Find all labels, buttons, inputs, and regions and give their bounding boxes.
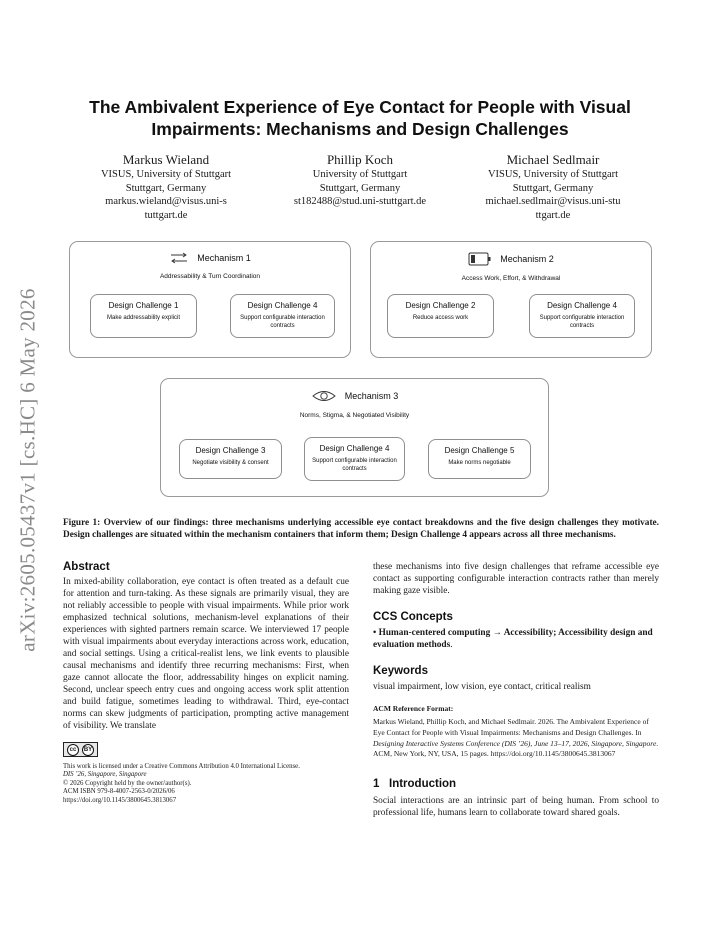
author-name: Markus Wieland [122, 152, 210, 167]
ccs-subconcepts: Accessibility; Accessibility design and evaluation methods [373, 628, 653, 650]
acm-ref-text [373, 717, 659, 760]
intro-title: Introduction [389, 778, 457, 791]
intro-heading [373, 778, 659, 790]
license-text: This work is licensed under a Creative Commons Attribution 4.0 International License. [63, 763, 300, 770]
design-challenge-2 [387, 294, 494, 338]
author-email[interactable]: michael.sedlmair@visus.uni-stuttgart.de [485, 196, 621, 221]
author-block-1 [66, 152, 266, 222]
author-affiliation: VISUS, University of Stuttgart [487, 169, 619, 180]
by-icon: BY [82, 744, 94, 756]
design-challenge-3 [179, 439, 282, 479]
design-challenge-1 [90, 294, 197, 338]
design-challenge-4 [230, 294, 335, 338]
challenge-description: Support configurable interaction contracts [539, 315, 625, 329]
author-location: Stuttgart, Germany [512, 182, 594, 194]
ccs-text [373, 627, 659, 651]
author-block-3 [453, 152, 653, 222]
doi-link[interactable]: https://doi.org/10.1145/3800645.3813067 [63, 796, 177, 804]
mechanism-header [371, 252, 651, 282]
challenge-description: Support configurable interaction contracts [240, 315, 325, 329]
ccs-period: . [450, 640, 453, 650]
paper-title: The Ambivalent Experience of Eye Contact for People with Visual Impairments: Mechanisms and Design Challenges [89, 97, 631, 139]
mechanism-1-box [69, 241, 351, 358]
author-block-2 [260, 152, 460, 209]
right-column [373, 561, 659, 819]
challenge-description: Make addressability explicit [106, 315, 181, 321]
design-challenge-4 [529, 294, 635, 338]
mechanism-header [70, 252, 350, 280]
design-challenge-5 [428, 439, 531, 479]
challenge-title: Design Challenge 2 [405, 301, 476, 310]
challenge-title: Design Challenge 4 [319, 444, 390, 453]
battery-icon [468, 252, 492, 266]
keywords-text: visual impairment, low vision, eye contact, critical realism [373, 682, 591, 692]
copyright-line: © 2026 Copyright held by the owner/author(s). [63, 779, 192, 787]
mechanism-header [161, 389, 548, 419]
author-name: Phillip Koch [326, 152, 394, 167]
author-email[interactable]: st182488@stud.uni-stuttgart.de [293, 196, 427, 207]
author-affiliation: VISUS, University of Stuttgart [100, 169, 232, 180]
acm-ref-venue: Designing Interactive Systems Conference (DIS ’26), June 13–17, 2026, Singapore, Singapore [373, 738, 657, 748]
mechanism-title: Mechanism 3 [344, 391, 399, 401]
challenge-description: Negotiate visibility & consent [192, 460, 269, 466]
author-location: Stuttgart, Germany [125, 182, 207, 194]
keywords-heading: Keywords [373, 665, 428, 677]
arxiv-watermark [8, 260, 48, 680]
intro-text: Social interactions are an intrinsic part of being human. From school to professional life, humans learn to collaborate toward shared goals. [373, 796, 659, 819]
acm-ref-heading: ACM Reference Format: [373, 704, 454, 713]
mechanism-title: Mechanism 1 [197, 253, 251, 263]
isbn-line: ACM ISBN 979-8-4007-2563-0/2026/06 [63, 788, 175, 796]
figure-1 [60, 235, 660, 510]
author-affiliation: University of Stuttgart [312, 169, 408, 180]
abstract-continued: these mechanisms into five design challenges that reframe accessible eye contact as supporting configurable interaction contracts rather than merely making gaze visible. [373, 562, 659, 596]
challenge-title: Design Challenge 5 [444, 446, 515, 455]
left-column [63, 561, 349, 805]
abstract-text: In mixed-ability collaboration, eye contact is often treated as a default cue for attention and turn-taking. As these signals are primarily visual, they are not reliably accessible to people with visual impairments. While prior work emphasized technical solutions, mechanism-level explanations of their experiences with sighted partners remain scarce. We interviewed 17 people with visual impairments about everyday interactions across work, education, and social settings. Using a critical-realist lens, we link events to plausible causal mechanisms and identify three recurring mechanisms: First, when gaze cannot allocate the floor, addressability hinges on explicit naming. Second, unclear speech entry cues and ongoing access work split attention and build fatigue, sometimes leading to withdrawal. Third, eye-contact norms can skew judgments of participation, prompting active management of visibility. We translate [63, 577, 349, 731]
figure-caption: Figure 1: Overview of our findings: three mechanisms underlying accessible eye contact breakdowns and the five design challenges they motivate. Design challenges are situated within the mechanism containers that inform them; Design Challenge 4 appears across all three mechanisms. [63, 518, 659, 540]
challenge-title: Design Challenge 4 [547, 301, 617, 310]
ccs-concept: Human-centered computing [378, 628, 491, 638]
mechanism-2-box [370, 241, 652, 358]
author-location: Stuttgart, Germany [319, 182, 401, 194]
cc-icon: cc [67, 744, 79, 756]
eye-icon [311, 389, 337, 403]
challenge-title: Design Challenge 4 [247, 301, 318, 310]
license-block [63, 763, 349, 805]
author-email[interactable]: markus.wieland@visus.uni-stuttgart.de [105, 196, 227, 221]
ccs-heading: CCS Concepts [373, 611, 453, 623]
swap-arrows-icon [169, 252, 189, 264]
ccs-bullet: • [373, 628, 377, 638]
intro-number: 1 [373, 778, 380, 791]
mechanism-subtitle: Addressability & Turn Coordination [159, 273, 261, 280]
challenge-description: Support configurable interaction contracts [312, 458, 397, 472]
author-name: Michael Sedlmair [506, 152, 600, 167]
arxiv-watermark-text: arXiv:2605.05437v1 [cs.HC] 6 May 2026 [15, 288, 40, 652]
mechanism-subtitle: Access Work, Effort, & Withdrawal [461, 275, 561, 282]
acm-ref-authors: Markus Wieland, Phillip Koch, and Michael Sedlmair. 2026. The Ambivalent Experience of Eye Contact for People with Visual Impairments: Mechanisms and Design Challenges. In [373, 717, 649, 737]
challenge-description: Reduce access work [412, 315, 469, 321]
design-challenge-4 [304, 437, 405, 481]
mechanism-subtitle: Norms, Stigma, & Negotiated Visibility [299, 412, 410, 419]
mechanism-title: Mechanism 2 [500, 254, 554, 264]
acm-ref-publisher: . ACM, New York, NY, USA, 15 pages. https://doi.org/10.1145/3800645.3813067 [373, 738, 659, 759]
abstract-heading: Abstract [63, 561, 110, 573]
arrow-icon: → [492, 628, 502, 638]
challenge-description: Make norms negotiable [448, 460, 511, 466]
mechanism-3-box [160, 378, 549, 497]
challenge-title: Design Challenge 3 [195, 446, 266, 455]
challenge-title: Design Challenge 1 [108, 301, 179, 310]
cc-license-badge[interactable] [63, 742, 349, 757]
venue-line: DIS ’26, Singapore, Singapore [63, 771, 147, 779]
